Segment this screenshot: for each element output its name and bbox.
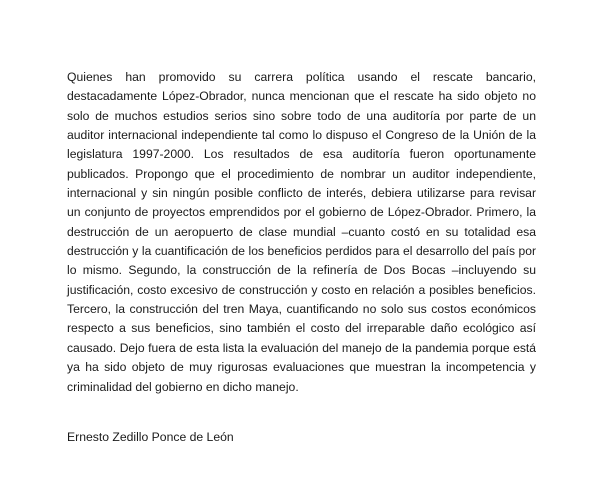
paragraph-line: internacional y sin ningún posible conflicto de interés, debiera utilizarse para revisar (67, 186, 536, 201)
paragraph-line: auditor internacional independiente tal como lo dispuso el Congreso de la Unión de la (67, 128, 536, 143)
paragraph-line: destacadamente López-Obrador, nunca mencionan que el rescate ha sido objeto no (67, 89, 536, 104)
paragraph-line: Quienes han promovido su carrera política usando el rescate bancario, (67, 70, 536, 84)
paragraph-line: Tercero, la construcción del tren Maya, cuantificando no solo sus costos económicos (67, 302, 536, 317)
paragraph-line: criminalidad del gobierno en dicho manejo. (67, 379, 299, 394)
paragraph-line: lo mismo. Segundo, la construcción de la refinería de Dos Bocas –incluyendo su (67, 263, 536, 278)
paragraph-line: destrucción y la cuantificación de los beneficios perdidos para el desarrollo del país por (67, 244, 536, 259)
body-paragraph (67, 68, 536, 397)
paragraph-line: causado. Dejo fuera de esta lista la evaluación del manejo de la pandemia porque está (67, 340, 536, 355)
paragraph-line: destrucción de un aeropuerto de clase mundial –cuanto costó en su totalidad esa (67, 224, 536, 239)
paragraph-line: respecto a sus beneficios, sino también el costo del irreparable daño ecológico así (67, 321, 536, 336)
paragraph-line: justificación, costo excesivo de construcción y costo en relación a posibles beneficios. (67, 282, 536, 297)
paragraph-line: publicados. Propongo que el procedimiento de nombrar un auditor independiente, (67, 166, 536, 181)
author-signature: Ernesto Zedillo Ponce de León (67, 430, 234, 444)
paragraph-line: legislatura 1997-2000. Los resultados de esa auditoría fueron oportunamente (67, 147, 536, 162)
paragraph-line: ya ha sido objeto de muy rigurosas evaluaciones que muestran la incompetencia y (67, 360, 536, 375)
paragraph-line: un conjunto de proyectos emprendidos por el gobierno de López-Obrador. Primero, la (67, 205, 536, 220)
paragraph-line: solo de muchos estudios serios sino sobre todo de una auditoría por parte de un (67, 108, 536, 123)
